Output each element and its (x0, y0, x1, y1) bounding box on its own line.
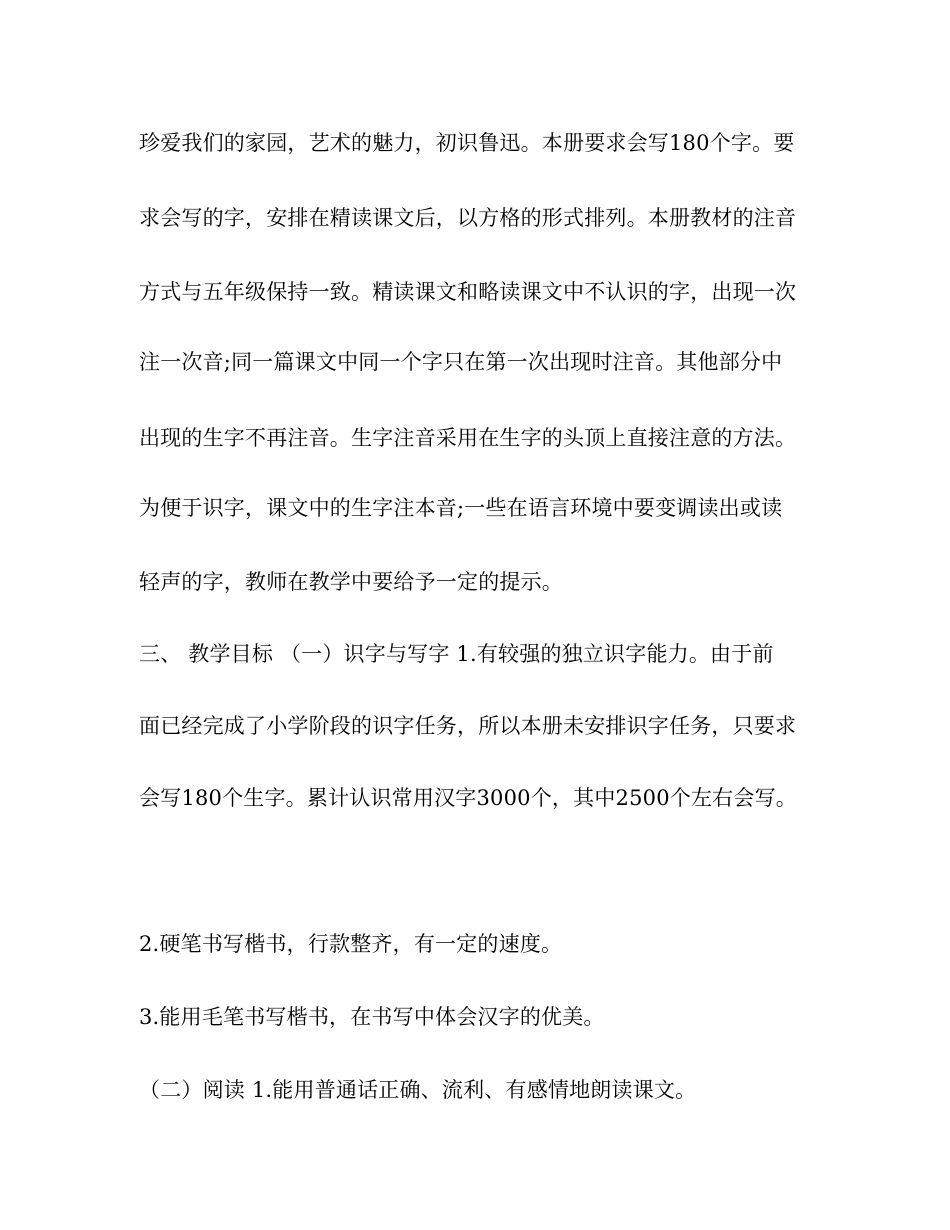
paragraph-line: 方式与五年级保持一致。精读课文和略读课文中不认识的字，出现一次 (139, 280, 797, 304)
paragraph-line: 面已经完成了小学阶段的识字任务，所以本册未安排识字任务，只要求 (139, 714, 797, 738)
list-item: 2.硬笔书写楷书，行款整齐，有一定的速度。 (139, 932, 563, 956)
subsection-heading-line: （二）阅读 1.能用普通话正确、流利、有感情地朗读课文。 (139, 1078, 697, 1102)
paragraph-line: 注一次音;同一篇课文中同一个字只在第一次出现时注音。其他部分中 (139, 350, 783, 374)
paragraph-line: 为便于识字，课文中的生字注本音;一些在语言环境中要变调读出或读 (139, 496, 783, 520)
paragraph-line: 珍爱我们的家园，艺术的魅力，初识鲁迅。本册要求会写180个字。要 (139, 131, 795, 155)
list-item: 3.能用毛笔书写楷书，在书写中体会汉字的优美。 (139, 1005, 605, 1029)
paragraph-line: 出现的生字不再注音。生字注音采用在生字的头顶上直接注意的方法。 (139, 426, 797, 450)
paragraph-line: 求会写的字，安排在精读课文后，以方格的形式排列。本册教材的注音 (139, 206, 797, 230)
paragraph-line: 轻声的字，教师在教学中要给予一定的提示。 (139, 570, 563, 594)
section-heading-line: 三、 教学目标 （一）识字与写字 1.有较强的独立识字能力。由于前 (139, 642, 774, 666)
paragraph-line: 会写180个生字。累计认识常用汉字3000个，其中2500个左右会写。 (139, 786, 797, 810)
